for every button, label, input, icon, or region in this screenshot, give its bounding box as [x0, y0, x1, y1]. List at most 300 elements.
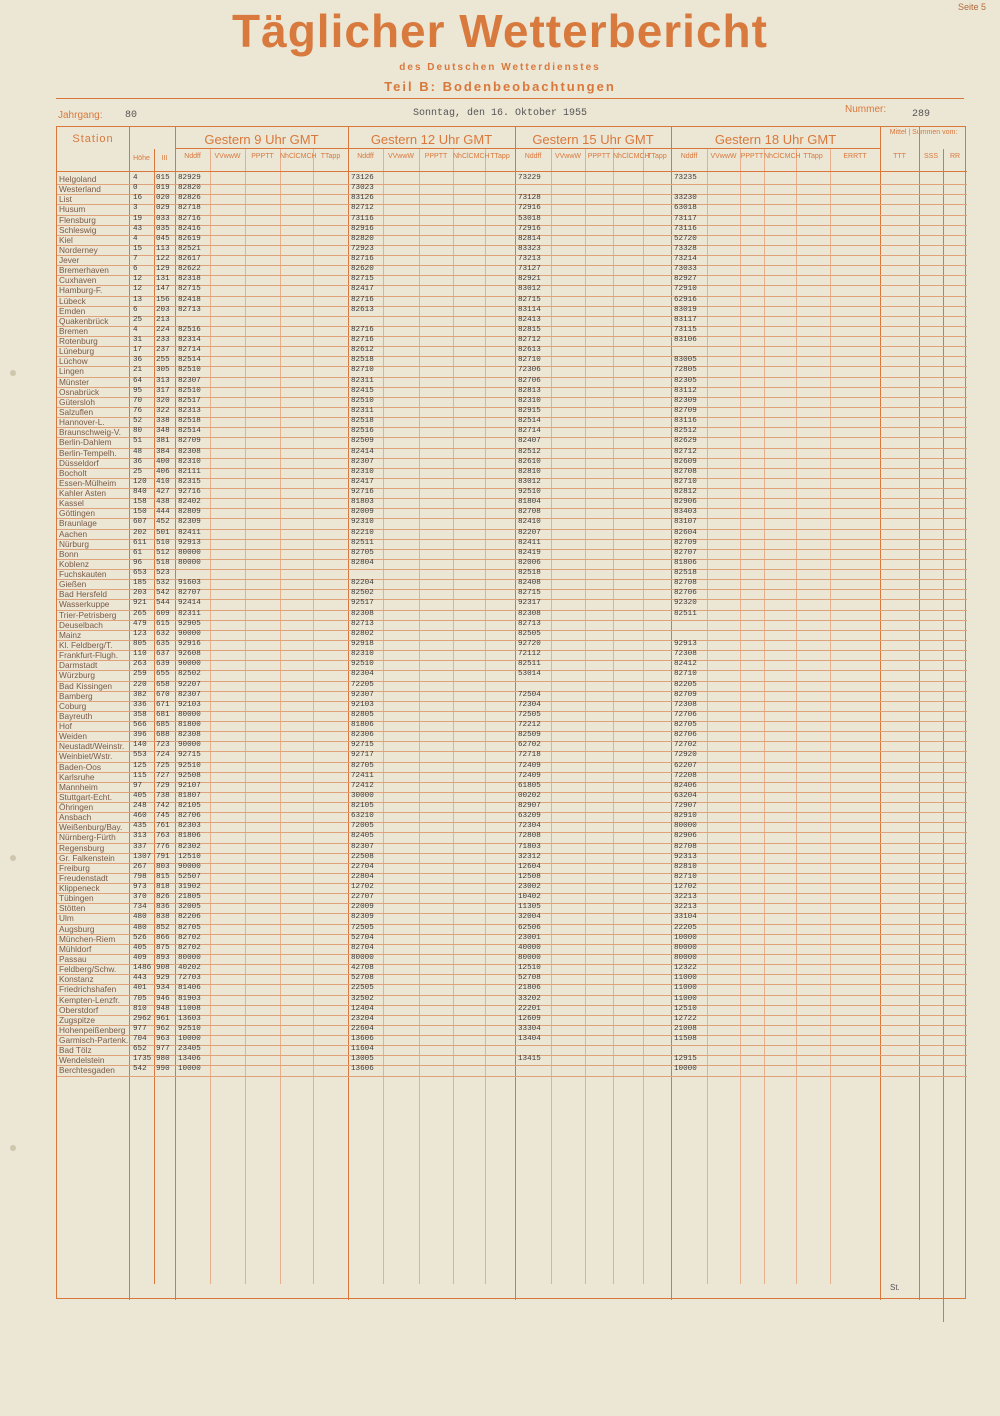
obs-18-nddff: 72805: [674, 366, 697, 375]
station-name: Nürburg: [59, 538, 89, 549]
obs-18-nddff: 72702: [674, 741, 697, 750]
obs-9-nddff: 82510: [178, 366, 201, 375]
obs-9-nddff: 92608: [178, 650, 201, 659]
col-ttapp-18: TTapp: [803, 153, 823, 160]
station-name: Hohenpeißenberg: [59, 1024, 126, 1035]
obs-12-nddff: 82805: [351, 710, 374, 719]
obs-12-nddff: 72205: [351, 680, 374, 689]
obs-12-nddff: 82306: [351, 731, 374, 740]
station-name: Rotenburg: [59, 336, 98, 347]
obs-18-nddff: 82412: [674, 660, 697, 669]
station-id: 444: [156, 508, 170, 517]
station-id: 233: [156, 336, 170, 345]
station-height: 460: [133, 812, 147, 821]
header-gestern-18: Gestern 18 Uhr GMT: [714, 132, 837, 147]
obs-9-nddff: 31902: [178, 883, 201, 892]
station-name: Essen-Mülheim: [59, 477, 117, 488]
obs-9-nddff: 23405: [178, 1045, 201, 1054]
obs-18-nddff: 72910: [674, 285, 697, 294]
obs-18-nddff: 82812: [674, 488, 697, 497]
station-name: Berlin-Tempelh.: [59, 447, 117, 458]
station-name: Aachen: [59, 528, 88, 539]
station-id: 893: [156, 954, 170, 962]
table-row: [57, 437, 967, 447]
station-height: 15: [133, 244, 143, 253]
obs-12-nddff: 92103: [351, 700, 374, 709]
station-id: 723: [156, 741, 170, 750]
obs-15-nddff: 82706: [518, 376, 541, 385]
obs-9-nddff: 82418: [178, 295, 201, 304]
table-row: [57, 255, 967, 265]
obs-12-nddff: 82705: [351, 548, 374, 557]
obs-9-nddff: 52507: [178, 872, 201, 881]
obs-15-nddff: 12604: [518, 862, 541, 871]
obs-9-nddff: 82820: [178, 184, 201, 193]
obs-12-nddff: 92310: [351, 518, 374, 527]
station-id: 948: [156, 1004, 170, 1013]
table-row: [57, 366, 967, 376]
obs-9-nddff: 92414: [178, 599, 201, 608]
obs-18-nddff: 62207: [674, 761, 697, 770]
stamp-label: St.: [890, 1283, 900, 1292]
obs-9-nddff: 82310: [178, 457, 201, 466]
station-name: Husum: [59, 204, 86, 215]
obs-18-nddff: 92313: [674, 852, 697, 861]
obs-9-nddff: 82705: [178, 923, 201, 932]
obs-9-nddff: 82516: [178, 325, 201, 334]
obs-18-nddff: 83112: [674, 386, 697, 395]
obs-18-nddff: 83106: [674, 336, 697, 345]
obs-15-nddff: 82511: [518, 660, 541, 669]
obs-15-nddff: 83012: [518, 285, 541, 294]
station-height: 13: [133, 295, 143, 304]
table-row: [57, 316, 967, 326]
station-name: Bad Tölz: [59, 1045, 92, 1056]
station-name: Baden-Oos: [59, 761, 101, 772]
col-vvwww-18: VVwwW: [710, 153, 737, 160]
table-row: [57, 1065, 967, 1075]
obs-12-nddff: 82307: [351, 457, 374, 466]
table-row: [57, 974, 967, 984]
obs-18-nddff: 73033: [674, 265, 697, 274]
table-row: [57, 225, 967, 235]
station-id: 518: [156, 558, 170, 567]
obs-15-nddff: 72409: [518, 771, 541, 780]
station-height: 653: [133, 569, 147, 578]
col-rr: RR: [949, 153, 961, 160]
station-id: 763: [156, 832, 170, 841]
table-row: [57, 539, 967, 549]
obs-12-nddff: 82307: [351, 842, 374, 851]
station-height: 6: [133, 305, 138, 314]
obs-15-nddff: 82814: [518, 234, 541, 243]
station-height: 977: [133, 1024, 147, 1033]
obs-9-nddff: 92510: [178, 1024, 201, 1033]
obs-15-nddff: 72718: [518, 751, 541, 760]
table-row: [57, 893, 967, 903]
obs-9-nddff: 13603: [178, 1014, 201, 1023]
station-height: 4: [133, 325, 138, 334]
station-id: 544: [156, 599, 170, 608]
station-height: 263: [133, 660, 147, 669]
obs-12-nddff: 13606: [351, 1065, 374, 1074]
obs-15-nddff: 33304: [518, 1024, 541, 1033]
obs-12-nddff: 82518: [351, 417, 374, 426]
station-height: 566: [133, 721, 147, 730]
station-height: 97: [133, 781, 143, 790]
obs-9-nddff: 82307: [178, 690, 201, 699]
obs-15-nddff: 32004: [518, 913, 541, 922]
station-height: 336: [133, 700, 147, 709]
obs-12-nddff: 82310: [351, 467, 374, 476]
station-id: 639: [156, 660, 170, 669]
obs-15-nddff: 82310: [518, 396, 541, 405]
obs-9-nddff: 82706: [178, 812, 201, 821]
table-row: [57, 640, 967, 650]
station-height: 611: [133, 538, 147, 547]
table-row: [57, 336, 967, 346]
station-name: Wasserkuppe: [59, 599, 110, 610]
station-name: Würzburg: [59, 670, 95, 681]
obs-15-nddff: 81804: [518, 498, 541, 507]
table-row: [57, 458, 967, 468]
station-height: 21: [133, 366, 143, 375]
obs-12-nddff: 30000: [351, 791, 374, 800]
station-id: 852: [156, 923, 170, 932]
station-name: Zugspitze: [59, 1014, 95, 1025]
station-name: Münster: [59, 376, 89, 387]
obs-12-nddff: 82405: [351, 832, 374, 841]
station-id: 129: [156, 265, 170, 274]
obs-15-nddff: 82915: [518, 406, 541, 415]
table-row: [57, 762, 967, 772]
col-ppptt-12: PPPTT: [424, 153, 448, 160]
station-id: 224: [156, 325, 170, 334]
station-height: 150: [133, 508, 147, 517]
station-name: Ansbach: [59, 812, 92, 823]
obs-9-nddff: 92107: [178, 781, 201, 790]
col-ttt: TTT: [893, 153, 906, 160]
obs-15-nddff: 72505: [518, 710, 541, 719]
station-name: Bonn: [59, 548, 79, 559]
station-id: 729: [156, 781, 170, 790]
station-height: 401: [133, 984, 147, 993]
obs-18-nddff: 12510: [674, 1004, 697, 1013]
obs-9-nddff: 82302: [178, 842, 201, 851]
obs-9-nddff: 92207: [178, 680, 201, 689]
obs-15-nddff: 82907: [518, 802, 541, 811]
station-id: 019: [156, 184, 170, 193]
obs-15-nddff: 82715: [518, 295, 541, 304]
station-id: 637: [156, 650, 170, 659]
col-nddff-12: Nddff: [357, 153, 374, 160]
station-height: 64: [133, 376, 143, 385]
station-height: 435: [133, 822, 147, 831]
obs-15-nddff: 83012: [518, 477, 541, 486]
station-id: 615: [156, 619, 170, 628]
station-name: Koblenz: [59, 558, 89, 569]
station-id: 685: [156, 721, 170, 730]
table-row: [57, 812, 967, 822]
obs-9-nddff: 81807: [178, 791, 201, 800]
obs-9-nddff: 82303: [178, 822, 201, 831]
station-id: 934: [156, 984, 170, 993]
obs-15-nddff: 63209: [518, 812, 541, 821]
station-name: Garmisch-Partenk.: [59, 1035, 129, 1046]
station-name: Braunschweig-V.: [59, 427, 121, 438]
obs-18-nddff: 82709: [674, 690, 697, 699]
table-row: [57, 275, 967, 285]
station-name: Hannover-L.: [59, 417, 105, 428]
station-height: 3: [133, 204, 138, 213]
header-mittel: Mittel | Summen vom:: [889, 129, 958, 136]
table-row: [57, 285, 967, 295]
obs-9-nddff: 82502: [178, 670, 201, 679]
obs-18-nddff: 72208: [674, 771, 697, 780]
station-height: 202: [133, 528, 147, 537]
obs-9-nddff: 92508: [178, 771, 201, 780]
station-name: Kl. Feldberg/T.: [59, 639, 113, 650]
obs-9-nddff: 82713: [178, 305, 201, 314]
obs-15-nddff: 23001: [518, 933, 541, 942]
obs-9-nddff: 13406: [178, 1055, 201, 1064]
obs-18-nddff: 10000: [674, 933, 697, 942]
col-errtt: ERRTT: [843, 153, 867, 160]
obs-9-nddff: 72703: [178, 974, 201, 983]
obs-18-nddff: 82708: [674, 842, 697, 851]
obs-9-nddff: 10000: [178, 1065, 201, 1074]
punch-hole: [10, 855, 16, 861]
station-id: 384: [156, 447, 170, 456]
table-row: [57, 326, 967, 336]
station-height: 52: [133, 417, 143, 426]
table-row: [57, 427, 967, 437]
page-title: Täglicher Wetterbericht: [232, 5, 768, 57]
obs-18-nddff: 72308: [674, 650, 697, 659]
obs-12-nddff: 82511: [351, 538, 374, 547]
table-row: [57, 792, 967, 802]
station-name: Darmstadt: [59, 660, 98, 671]
station-id: 724: [156, 751, 170, 760]
table-row: [57, 478, 967, 488]
obs-18-nddff: 82708: [674, 467, 697, 476]
obs-15-nddff: 33202: [518, 994, 541, 1003]
obs-15-nddff: 82715: [518, 589, 541, 598]
obs-12-nddff: 82713: [351, 619, 374, 628]
obs-9-nddff: 82622: [178, 265, 201, 274]
table-row: [57, 1005, 967, 1015]
obs-12-nddff: 92717: [351, 751, 374, 760]
station-height: 48: [133, 447, 143, 456]
station-name: Wendelstein: [59, 1055, 105, 1066]
table-row: [57, 549, 967, 559]
obs-9-nddff: 92905: [178, 619, 201, 628]
obs-12-nddff: 22804: [351, 872, 374, 881]
station-name: Lingen: [59, 366, 84, 377]
station-height: 734: [133, 903, 147, 912]
station-name: Nürnberg-Fürth: [59, 832, 116, 843]
station-name: Gießen: [59, 579, 87, 590]
station-height: 1307: [133, 852, 152, 861]
table-row: [57, 448, 967, 458]
station-height: 19: [133, 214, 143, 223]
obs-18-nddff: 83107: [674, 518, 697, 527]
obs-9-nddff: 92715: [178, 751, 201, 760]
station-height: 1735: [133, 1055, 152, 1064]
station-name: Frankfurt-Flugh.: [59, 650, 119, 661]
station-height: 409: [133, 954, 147, 962]
obs-9-nddff: 82517: [178, 396, 201, 405]
station-id: 322: [156, 406, 170, 415]
nummer-label: Nummer:: [845, 104, 887, 115]
station-id: 632: [156, 629, 170, 638]
obs-18-nddff: 82604: [674, 528, 697, 537]
station-height: 705: [133, 994, 147, 1003]
obs-15-nddff: 82505: [518, 629, 541, 638]
station-height: 61: [133, 548, 143, 557]
station-name: Bamberg: [59, 690, 93, 701]
obs-18-nddff: 83403: [674, 508, 697, 517]
col-ttapp-12: TTapp: [490, 153, 510, 160]
obs-15-nddff: 10402: [518, 893, 541, 902]
station-name: Bad Kissingen: [59, 680, 113, 691]
table-row: [57, 741, 967, 751]
obs-12-nddff: 82916: [351, 224, 374, 233]
obs-9-nddff: 82307: [178, 376, 201, 385]
station-name: Kiel: [59, 234, 73, 245]
station-height: 31: [133, 336, 143, 345]
obs-15-nddff: 12508: [518, 872, 541, 881]
station-id: 438: [156, 498, 170, 507]
station-id: 875: [156, 943, 170, 952]
station-name: Mannheim: [59, 781, 98, 792]
table-row: [57, 184, 967, 194]
obs-15-nddff: 72212: [518, 721, 541, 730]
station-id: 131: [156, 275, 170, 284]
table-row: [57, 772, 967, 782]
station-id: 400: [156, 457, 170, 466]
station-id: 963: [156, 1035, 170, 1044]
station-height: 973: [133, 883, 147, 892]
header-gestern-15: Gestern 15 Uhr GMT: [532, 132, 654, 147]
table-row: [57, 1025, 967, 1035]
table-row: [57, 387, 967, 397]
obs-12-nddff: 72412: [351, 781, 374, 790]
station-height: 123: [133, 629, 147, 638]
part-title: Teil B: Bodenbeobachtungen: [384, 79, 616, 94]
obs-12-nddff: 82509: [351, 437, 374, 446]
obs-9-nddff: 32005: [178, 903, 201, 912]
station-name: Oberstdorf: [59, 1004, 99, 1015]
obs-12-nddff: 82705: [351, 761, 374, 770]
obs-9-nddff: 82718: [178, 204, 201, 213]
obs-18-nddff: 82906: [674, 832, 697, 841]
obs-9-nddff: 92510: [178, 761, 201, 770]
station-id: 020: [156, 194, 170, 203]
obs-12-nddff: 82613: [351, 305, 374, 314]
station-name: München-Riem: [59, 933, 116, 944]
obs-15-nddff: 82514: [518, 417, 541, 426]
obs-12-nddff: 83126: [351, 194, 374, 203]
obs-9-nddff: 81406: [178, 984, 201, 993]
table-row: [57, 670, 967, 680]
obs-15-nddff: 82408: [518, 579, 541, 588]
station-id: 818: [156, 883, 170, 892]
station-id: 147: [156, 285, 170, 294]
station-height: 25: [133, 467, 143, 476]
obs-9-nddff: 90000: [178, 660, 201, 669]
obs-12-nddff: 82415: [351, 386, 374, 395]
obs-12-nddff: 82716: [351, 255, 374, 264]
obs-15-nddff: 82613: [518, 346, 541, 355]
obs-15-nddff: 40000: [518, 943, 541, 952]
obs-9-nddff: 82514: [178, 356, 201, 365]
col-ppptt-15: PPPTT: [587, 153, 611, 160]
station-name: List: [59, 194, 72, 205]
station-name: Lüchow: [59, 356, 88, 367]
table-row: [57, 701, 967, 711]
obs-12-nddff: 82311: [351, 376, 374, 385]
obs-18-nddff: 11000: [674, 984, 697, 993]
station-id: 658: [156, 680, 170, 689]
station-id: 237: [156, 346, 170, 355]
obs-18-nddff: 82706: [674, 731, 697, 740]
station-height: 16: [133, 194, 143, 203]
obs-12-nddff: 81806: [351, 721, 374, 730]
obs-12-nddff: 82310: [351, 650, 374, 659]
obs-15-nddff: 73229: [518, 174, 541, 182]
station-id: 962: [156, 1024, 170, 1033]
obs-9-nddff: 82309: [178, 518, 201, 527]
station-height: 4: [133, 174, 138, 182]
obs-9-nddff: 12510: [178, 852, 201, 861]
station-name: Deuselbach: [59, 619, 103, 630]
station-id: 727: [156, 771, 170, 780]
table-row: [57, 1055, 967, 1065]
obs-18-nddff: 11000: [674, 974, 697, 983]
table-row: [57, 356, 967, 366]
obs-15-nddff: 82921: [518, 275, 541, 284]
station-height: 6: [133, 265, 138, 274]
obs-18-nddff: 83116: [674, 417, 697, 426]
table-row: [57, 751, 967, 761]
obs-9-nddff: 21805: [178, 893, 201, 902]
obs-18-nddff: 73116: [674, 224, 697, 233]
obs-18-nddff: 11508: [674, 1035, 697, 1044]
obs-18-nddff: 82705: [674, 721, 697, 730]
obs-9-nddff: 82702: [178, 933, 201, 942]
obs-12-nddff: 82704: [351, 943, 374, 952]
station-height: 203: [133, 589, 147, 598]
table-row: [57, 934, 967, 944]
obs-12-nddff: 23204: [351, 1014, 374, 1023]
obs-18-nddff: 82927: [674, 275, 697, 284]
obs-9-nddff: 82308: [178, 447, 201, 456]
table-row: [57, 529, 967, 539]
station-id: 670: [156, 690, 170, 699]
table-row: [57, 782, 967, 792]
header-gestern-12: Gestern 12 Uhr GMT: [370, 132, 493, 147]
obs-15-nddff: 52708: [518, 974, 541, 983]
station-id: 512: [156, 548, 170, 557]
col-sss: SSS: [923, 153, 938, 160]
station-height: 396: [133, 731, 147, 740]
obs-18-nddff: 73328: [674, 244, 697, 253]
obs-15-nddff: 72504: [518, 690, 541, 699]
station-name: Karlsruhe: [59, 771, 95, 782]
col-nhclcmch: NhClCMCH: [280, 153, 317, 160]
station-name: Freiburg: [59, 862, 90, 873]
